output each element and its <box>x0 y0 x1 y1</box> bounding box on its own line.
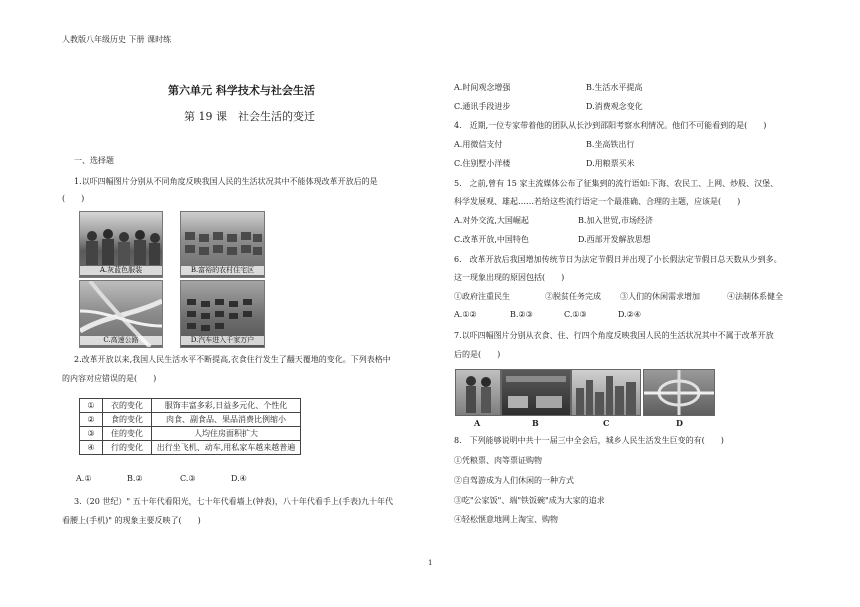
q6-option-b: B.②③ <box>510 310 533 319</box>
q7-photo-c-city <box>571 369 641 416</box>
photo-a-caption: A.灰蓝色服装 <box>80 266 162 275</box>
table-cell: 衣的变化 <box>103 399 152 413</box>
q8-text: 8. 下列能够说明中共十一届三中全会后，城乡人民生活发生巨变的有( ) <box>454 436 724 445</box>
q5-option-d: D.西部开发解放思想 <box>578 235 651 244</box>
q2-option-a: A.① <box>76 474 92 483</box>
q6-text-line1: 6. 改革开放后我国增加传统节日为法定节假日并出现了小长假法定节假日总天数从少到多。 <box>454 255 782 264</box>
photo-a-gray-blue-clothing <box>79 211 163 278</box>
table-cell: ④ <box>80 441 103 455</box>
q8-item-2: ②自驾游成为人们休闲的一种方式 <box>454 476 574 485</box>
table-cell: ① <box>80 399 103 413</box>
q5-text-line2: 科学发展观、雄起……若给这些流行语定一个最准确、合理的主题，应该是( ) <box>454 197 741 206</box>
q5-option-c: C.改革开放,中国特色 <box>454 235 529 244</box>
q2-option-b: B.② <box>127 474 143 483</box>
q6-text-line2: 这一现象出现的原因包括( ) <box>454 273 565 282</box>
q4-option-d: D.用粮票买米 <box>586 159 635 168</box>
photo-c-highway <box>79 280 163 348</box>
q3-text-line2: 看腰上(手机)" 的现象主要反映了( ) <box>62 516 201 525</box>
q2-text-line2: 的内容对应错误的是( ) <box>62 374 157 383</box>
photo-d-caption: D.汽车进入千家万户 <box>181 336 264 345</box>
table-cell: 食的变化 <box>103 413 152 427</box>
q7-label-a: A <box>474 418 481 428</box>
q6-item-2: ②脱贫任务完成 <box>545 292 601 301</box>
q5-option-a: A.对外交流,大国崛起 <box>454 216 529 225</box>
q4-option-c: C.住别墅小洋楼 <box>454 159 511 168</box>
table-cell: 肉食、副食品、果品消费比例缩小 <box>152 413 301 427</box>
section-heading: 一、选择题 <box>74 156 114 165</box>
table-cell: 人均住房面积扩大 <box>152 427 301 441</box>
q6-item-3: ③人们的休闲需求增加 <box>620 292 700 301</box>
q4-option-b: B.坐高铁出行 <box>586 140 635 149</box>
page-header: 人教版八年级历史 下册 课时练 <box>62 35 172 44</box>
unit-title: 第六单元 科学技术与社会生活 <box>168 84 315 97</box>
table-row <box>80 413 301 427</box>
q7-label-d: D <box>676 418 683 428</box>
q5-option-b: B.加入世贸,市场经济 <box>578 216 653 225</box>
q6-option-c: C.①③ <box>564 310 587 319</box>
q7-text-line2: 后的是( ) <box>454 350 501 359</box>
q4-text: 4. 近期,一位专家带着他的团队从长沙到邵阳考察水利情况。他们不可能看到的是( ) <box>454 121 767 130</box>
q3-text-line1: 3.（20 世纪）" 五十年代看阳光，七十年代看墙上(钟表)，八十年代看手上(手表)九十年代 <box>74 497 394 506</box>
q4-option-a: A.用微信支付 <box>454 140 503 149</box>
q5-text-line1: 5. 之前,曾有 15 家主流媒体公布了征集到的流行语如:下海、农民工、上网、炒股、汉堡、 <box>454 179 779 188</box>
table-cell: 出行坐飞机、动车,用私家车越来越普遍 <box>152 441 301 455</box>
q6-option-d: D.②④ <box>618 310 642 319</box>
table-row <box>80 399 301 413</box>
q6-option-a: A.①② <box>454 310 477 319</box>
table-row <box>80 427 301 441</box>
q8-item-1: ①凭粮票、肉等票证购物 <box>454 456 542 465</box>
q1-text: 1.以吓四幅图片分别从不同角度反映我国人民的生活状况其中不能体现改革开放后的是 <box>74 177 378 186</box>
q2-option-c: C.③ <box>180 474 196 483</box>
q7-photo-a-couple <box>455 369 501 416</box>
photo-b-rural-housing <box>180 211 265 278</box>
photo-b-caption: B.富裕的农村住宅区 <box>181 266 264 275</box>
lesson-title: 第 19 课 社会生活的变迁 <box>184 110 315 123</box>
q7-label-c: C <box>603 418 610 428</box>
q3-option-a: A.时间观念增强 <box>454 83 511 92</box>
table-cell: 住的变化 <box>103 427 152 441</box>
photo-c-caption: C.高速公路 <box>80 336 162 345</box>
q7-label-b: B <box>532 418 539 428</box>
q6-item-1: ①政府注重民生 <box>454 292 510 301</box>
q2-table <box>79 398 301 455</box>
table-cell: ② <box>80 413 103 427</box>
q7-photo-b-restaurant <box>501 369 571 416</box>
page-number: 1 <box>428 559 433 567</box>
q1-paren: ( ) <box>62 194 85 203</box>
q3-option-c: C.通讯手段进步 <box>454 102 511 111</box>
q3-option-d: D.消费观念变化 <box>586 102 643 111</box>
table-cell: 行的变化 <box>103 441 152 455</box>
q8-item-4: ④轻松惬意地网上淘宝、购物 <box>454 515 558 524</box>
q2-text-line1: 2.改革开放以来,我国人民生活水平不断提高,衣食住行发生了翻天覆地的变化。下列表格中 <box>74 355 391 364</box>
table-cell: ③ <box>80 427 103 441</box>
photo-d-cars <box>180 280 265 348</box>
q3-option-b: B.生活水平提高 <box>586 83 643 92</box>
table-row <box>80 441 301 455</box>
q7-photo-d-interchange <box>643 369 715 416</box>
q2-option-d: D.④ <box>231 474 247 483</box>
table-cell: 服饰丰富多彩,日益多元化、个性化 <box>152 399 301 413</box>
q8-item-3: ③吃"公家饭"、端"铁饭碗"成为大家的追求 <box>454 496 605 505</box>
q7-text-line1: 7.以吓四幅图片分别从衣食、住、行四个角度反映我国人民的生活状况其中不属于改革开放 <box>454 331 774 340</box>
q6-item-4: ④法制体系健全 <box>727 292 783 301</box>
